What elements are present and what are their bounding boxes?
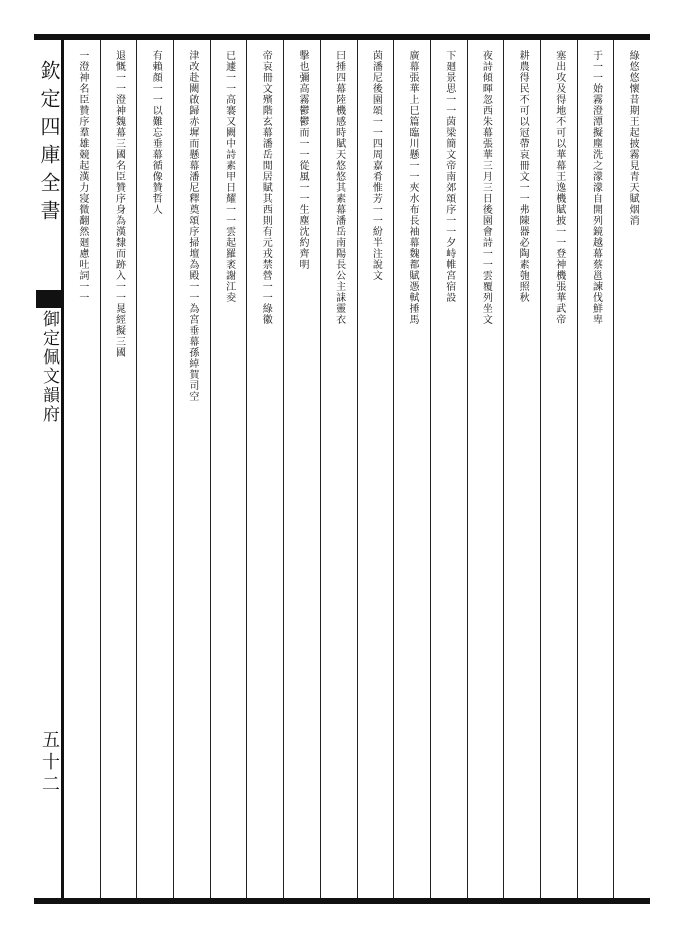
page-frame (34, 34, 650, 904)
column-text: 退慨一一澄神魏幕三國名臣贊序身為漢隸而跡入一一晁經擬三國 (113, 50, 125, 358)
text-column (64, 40, 100, 898)
text-column (100, 40, 137, 898)
text-column (540, 40, 577, 898)
text-column (430, 40, 467, 898)
column-text: 有賴顏一一以難忘垂幕循像贊哲人 (150, 50, 162, 215)
text-column (173, 40, 210, 898)
column-text: 于一一始霧澄潭擬塵洗之濛濛自開列鏡越幕蔡邕諫伐鮮卑 (590, 50, 602, 325)
column-text: 塞出攻及得地不可以華幕王逸機賦披一一登神機張華武帝 (553, 50, 565, 325)
column-text: 下廻景思一一茵梁簡文帝南郊頌序一一夕峙帷宮宿設 (443, 50, 455, 303)
text-column (283, 40, 320, 898)
text-column (393, 40, 430, 898)
text-column (320, 40, 357, 898)
margin-gutter (34, 40, 64, 898)
text-column (357, 40, 394, 898)
column-text: 一澄神名臣贊序羣雄競起漢力寖微翻然廻慮吐詞一一 (76, 50, 88, 303)
column-text: 廣幕張華上巳篇臨川懸一一夾水布長袖幕魏都賦憑軾捶馬 (407, 50, 419, 325)
text-column (503, 40, 540, 898)
column-text: 茵潘尼後園頌一一四周嘉肴惟芳一一紛半注說文 (370, 50, 382, 281)
margin-title: 欽定四庫全書 (37, 60, 61, 228)
page-number: 五十二 (39, 730, 60, 796)
text-column (577, 40, 614, 898)
column-text: 耕農得民不可以冠帶哀冊文一一弗陳器必陶素匏照秋 (517, 50, 529, 303)
text-column (246, 40, 283, 898)
fish-tail-mark (36, 290, 62, 308)
column-text: 曰捶四幕陸機感時賦天悠悠其素幕潘岳南陽長公主誄靈衣 (333, 50, 345, 325)
column-text: 已遽一一高褰又闕中詩素甲日耀一一雲起羅袤謝江夌 (223, 50, 235, 303)
text-area (64, 40, 650, 898)
text-column (136, 40, 173, 898)
column-text: 津改赴闕啟歸赤墀而懸幕潘尼釋奠頌序掃壇為殿一一為宮垂幕孫綽賀司空 (186, 50, 198, 402)
text-column (613, 40, 650, 898)
text-column (467, 40, 504, 898)
margin-subtitle: 御定佩文韻府 (39, 310, 59, 424)
column-text: 綠悠悠懷昔期王起披霧見青天賦烟消 (627, 50, 639, 226)
text-column (210, 40, 247, 898)
column-text: 帝哀冊文殯階玄幕潘岳閒居賦其西則有元戎禁營一一綠徽 (260, 50, 272, 325)
column-text: 夜詩傾暉忽西朱幕張華三月三日後園會詩一一雲覆列坐文 (480, 50, 492, 325)
column-text: 擊也彌高霧鬱鬱而一一從風一一生塵沈約齊明 (296, 50, 308, 270)
